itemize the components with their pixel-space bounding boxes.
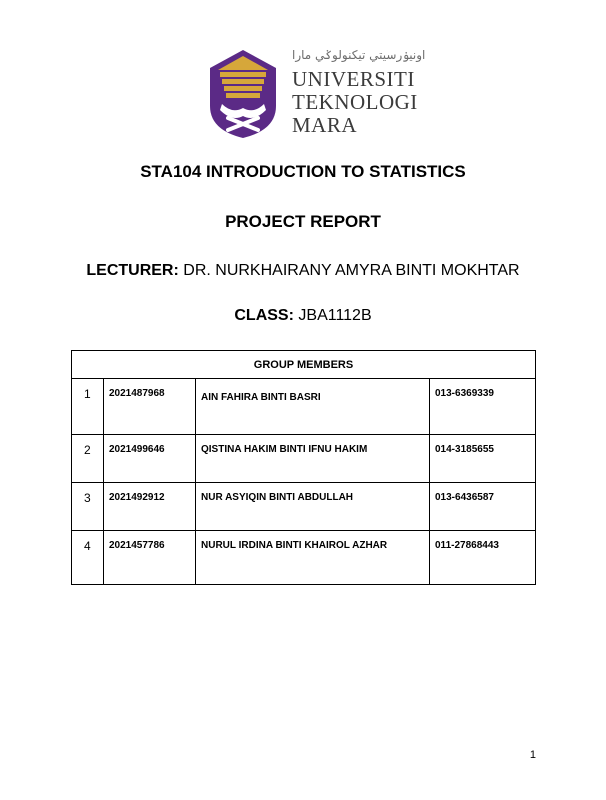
course-title: STA104 INTRODUCTION TO STATISTICS bbox=[140, 162, 466, 181]
member-name: QISTINA HAKIM BINTI IFNU HAKIM bbox=[196, 435, 430, 483]
logo-line-3: MARA bbox=[292, 113, 358, 137]
member-phone: 014-3185655 bbox=[430, 435, 536, 483]
logo-jawi-text: اونيۏرسيتي تيكنولوݢي مارا bbox=[292, 48, 426, 62]
report-title: PROJECT REPORT bbox=[225, 212, 381, 231]
class-label: CLASS: bbox=[234, 307, 294, 324]
member-phone: 011-27868443 bbox=[430, 531, 536, 585]
member-number: 3 bbox=[72, 483, 104, 531]
member-number: 2 bbox=[72, 435, 104, 483]
member-name: NURUL IRDINA BINTI KHAIROL AZHAR bbox=[196, 531, 430, 585]
member-id: 2021487968 bbox=[104, 379, 196, 435]
member-id: 2021492912 bbox=[104, 483, 196, 531]
lecturer-line bbox=[0, 262, 606, 280]
table-row bbox=[72, 483, 536, 531]
member-id: 2021499646 bbox=[104, 435, 196, 483]
member-id: 2021457786 bbox=[104, 531, 196, 585]
class-value: JBA1112B bbox=[298, 307, 372, 324]
class-line bbox=[0, 307, 606, 325]
member-phone: 013-6369339 bbox=[430, 379, 536, 435]
lecturer-label: LECTURER: bbox=[86, 262, 179, 279]
member-name: AIN FAHIRA BINTI BASRI bbox=[196, 379, 430, 435]
logo-line-2: TEKNOLOGI bbox=[292, 90, 418, 114]
page-number: 1 bbox=[529, 749, 536, 761]
member-name: NUR ASYIQIN BINTI ABDULLAH bbox=[196, 483, 430, 531]
lecturer-name: DR. NURKHAIRANY AMYRA BINTI MOKHTAR bbox=[183, 262, 520, 279]
uitm-crest-icon bbox=[208, 48, 278, 140]
table-row bbox=[72, 531, 536, 585]
member-phone: 013-6436587 bbox=[430, 483, 536, 531]
uitm-logo bbox=[208, 48, 426, 140]
logo-line-1: UNIVERSITI bbox=[292, 67, 415, 91]
member-number: 1 bbox=[72, 379, 104, 435]
group-members-table bbox=[71, 350, 536, 585]
logo-wordmark bbox=[292, 68, 418, 137]
table-row bbox=[72, 379, 536, 435]
table-row bbox=[72, 435, 536, 483]
member-number: 4 bbox=[72, 531, 104, 585]
table-header: GROUP MEMBERS bbox=[72, 351, 536, 379]
